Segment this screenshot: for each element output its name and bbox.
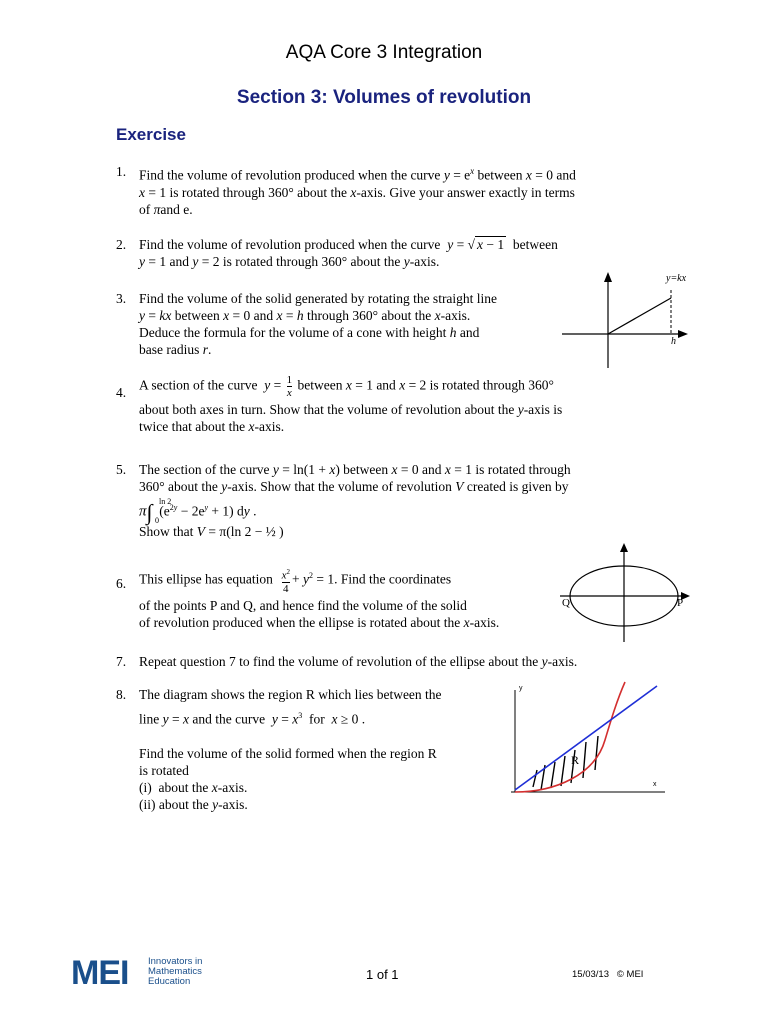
- line-y-kx: [608, 298, 671, 334]
- question-number: 8.: [116, 687, 127, 702]
- mei-logo: [71, 956, 128, 990]
- y-axis-label: y: [519, 685, 523, 692]
- section-title: Section 3: Volumes of revolution: [236, 87, 532, 108]
- cone-line-diagram: [558, 268, 698, 372]
- question-4: 4. A section of the curve y = $\frac{1}{x}$ between x = 1 and x = 2 is rotated through 360° about both axes in turn. Show that the volume of revolution about the y-axis is twice that about the x-axis.: [116, 374, 563, 434]
- question-6: 6. This ellipse has equation $\frac{x^2}{4}$ + $y^2 = 1$. Find the coordinates of the points P and Q, and hence find the volume of the solid of revolution produced when the ellipse is rotated about the x-axis.: [116, 568, 500, 630]
- question-7: 7. Repeat question 7 to find the volume of revolution of the ellipse about the y-axis.: [116, 654, 578, 669]
- x-axis-arrow: [678, 330, 688, 338]
- question-number: 2.: [116, 237, 127, 252]
- question-number: 4.: [116, 385, 127, 400]
- question-2: 2. Find the volume of revolution produced when the curve y = √ x − 1 between y = 1 and y = 2 is rotated through 360° about the y-axis.: [116, 237, 558, 269]
- footer-date-copyright: [572, 969, 643, 980]
- question-1: 1. Find the volume of revolution produced when the curve $y = e^x$ between x = 0 and x = 1 is rotated through 360° about the x-axis. Give your answer exactly in terms of πand e.: [116, 164, 576, 217]
- question-5: 5. The section of the curve y = ln(1 + x) between x = 0 and x = 1 is rotated through 360° about the y-axis. Show that the volume of revolution V created is given by π∫ ln 2 0 $(e^{2y} - 2e^y + 1)$ dy . Show that V = π(ln 2 − ½ ): [116, 462, 571, 539]
- page-number: 1 of 1: [366, 967, 399, 982]
- ellipse-diagram: [558, 540, 698, 644]
- region-r-label: R: [571, 753, 580, 767]
- logo-line-1: Innovators in: [148, 956, 203, 967]
- mei-logo-text: [148, 957, 202, 987]
- y-axis-arrow: [620, 543, 628, 552]
- question-3: 3. Find the volume of the solid generated by rotating the straight line y = kx between x = 0 and x = h through 360° about the x-axis. Deduce the formula for the volume of a cone with height h and base radius r.: [116, 291, 498, 357]
- question-number: 5.: [116, 462, 127, 477]
- region-r-diagram: [505, 680, 670, 800]
- question-number: 6.: [116, 576, 127, 591]
- curve-y-x-cubed: [515, 682, 625, 792]
- question-number: 1.: [116, 164, 127, 179]
- question-number: 3.: [116, 291, 127, 306]
- footer-copyright: © MEI: [616, 969, 644, 980]
- exercise-heading: Exercise: [116, 125, 186, 144]
- h-label: h: [671, 336, 676, 347]
- y-axis-arrow: [604, 272, 612, 282]
- question-8: 8. The diagram shows the region R which lies between the line y = x and the curve $y = x^3$ for x ≥ 0 . Find the volume of the solid formed when the region R is rotated (i) about the x-axis. (ii) about the y-axis.: [116, 687, 442, 812]
- logo-line-2: Mathematics: [148, 966, 202, 977]
- footer-date: 15/03/13: [572, 969, 609, 980]
- document-title: AQA Core 3 Integration: [285, 42, 483, 63]
- point-q-label: Q: [562, 597, 570, 609]
- logo-line-3: Education: [148, 976, 191, 987]
- line-y-x: [515, 686, 657, 790]
- question-number: 7.: [116, 654, 127, 669]
- mei-logo-letters: MEI: [71, 954, 129, 992]
- line-label: y=kx: [666, 273, 687, 284]
- point-p-label: P: [677, 597, 684, 609]
- x-axis-label: x: [653, 781, 657, 788]
